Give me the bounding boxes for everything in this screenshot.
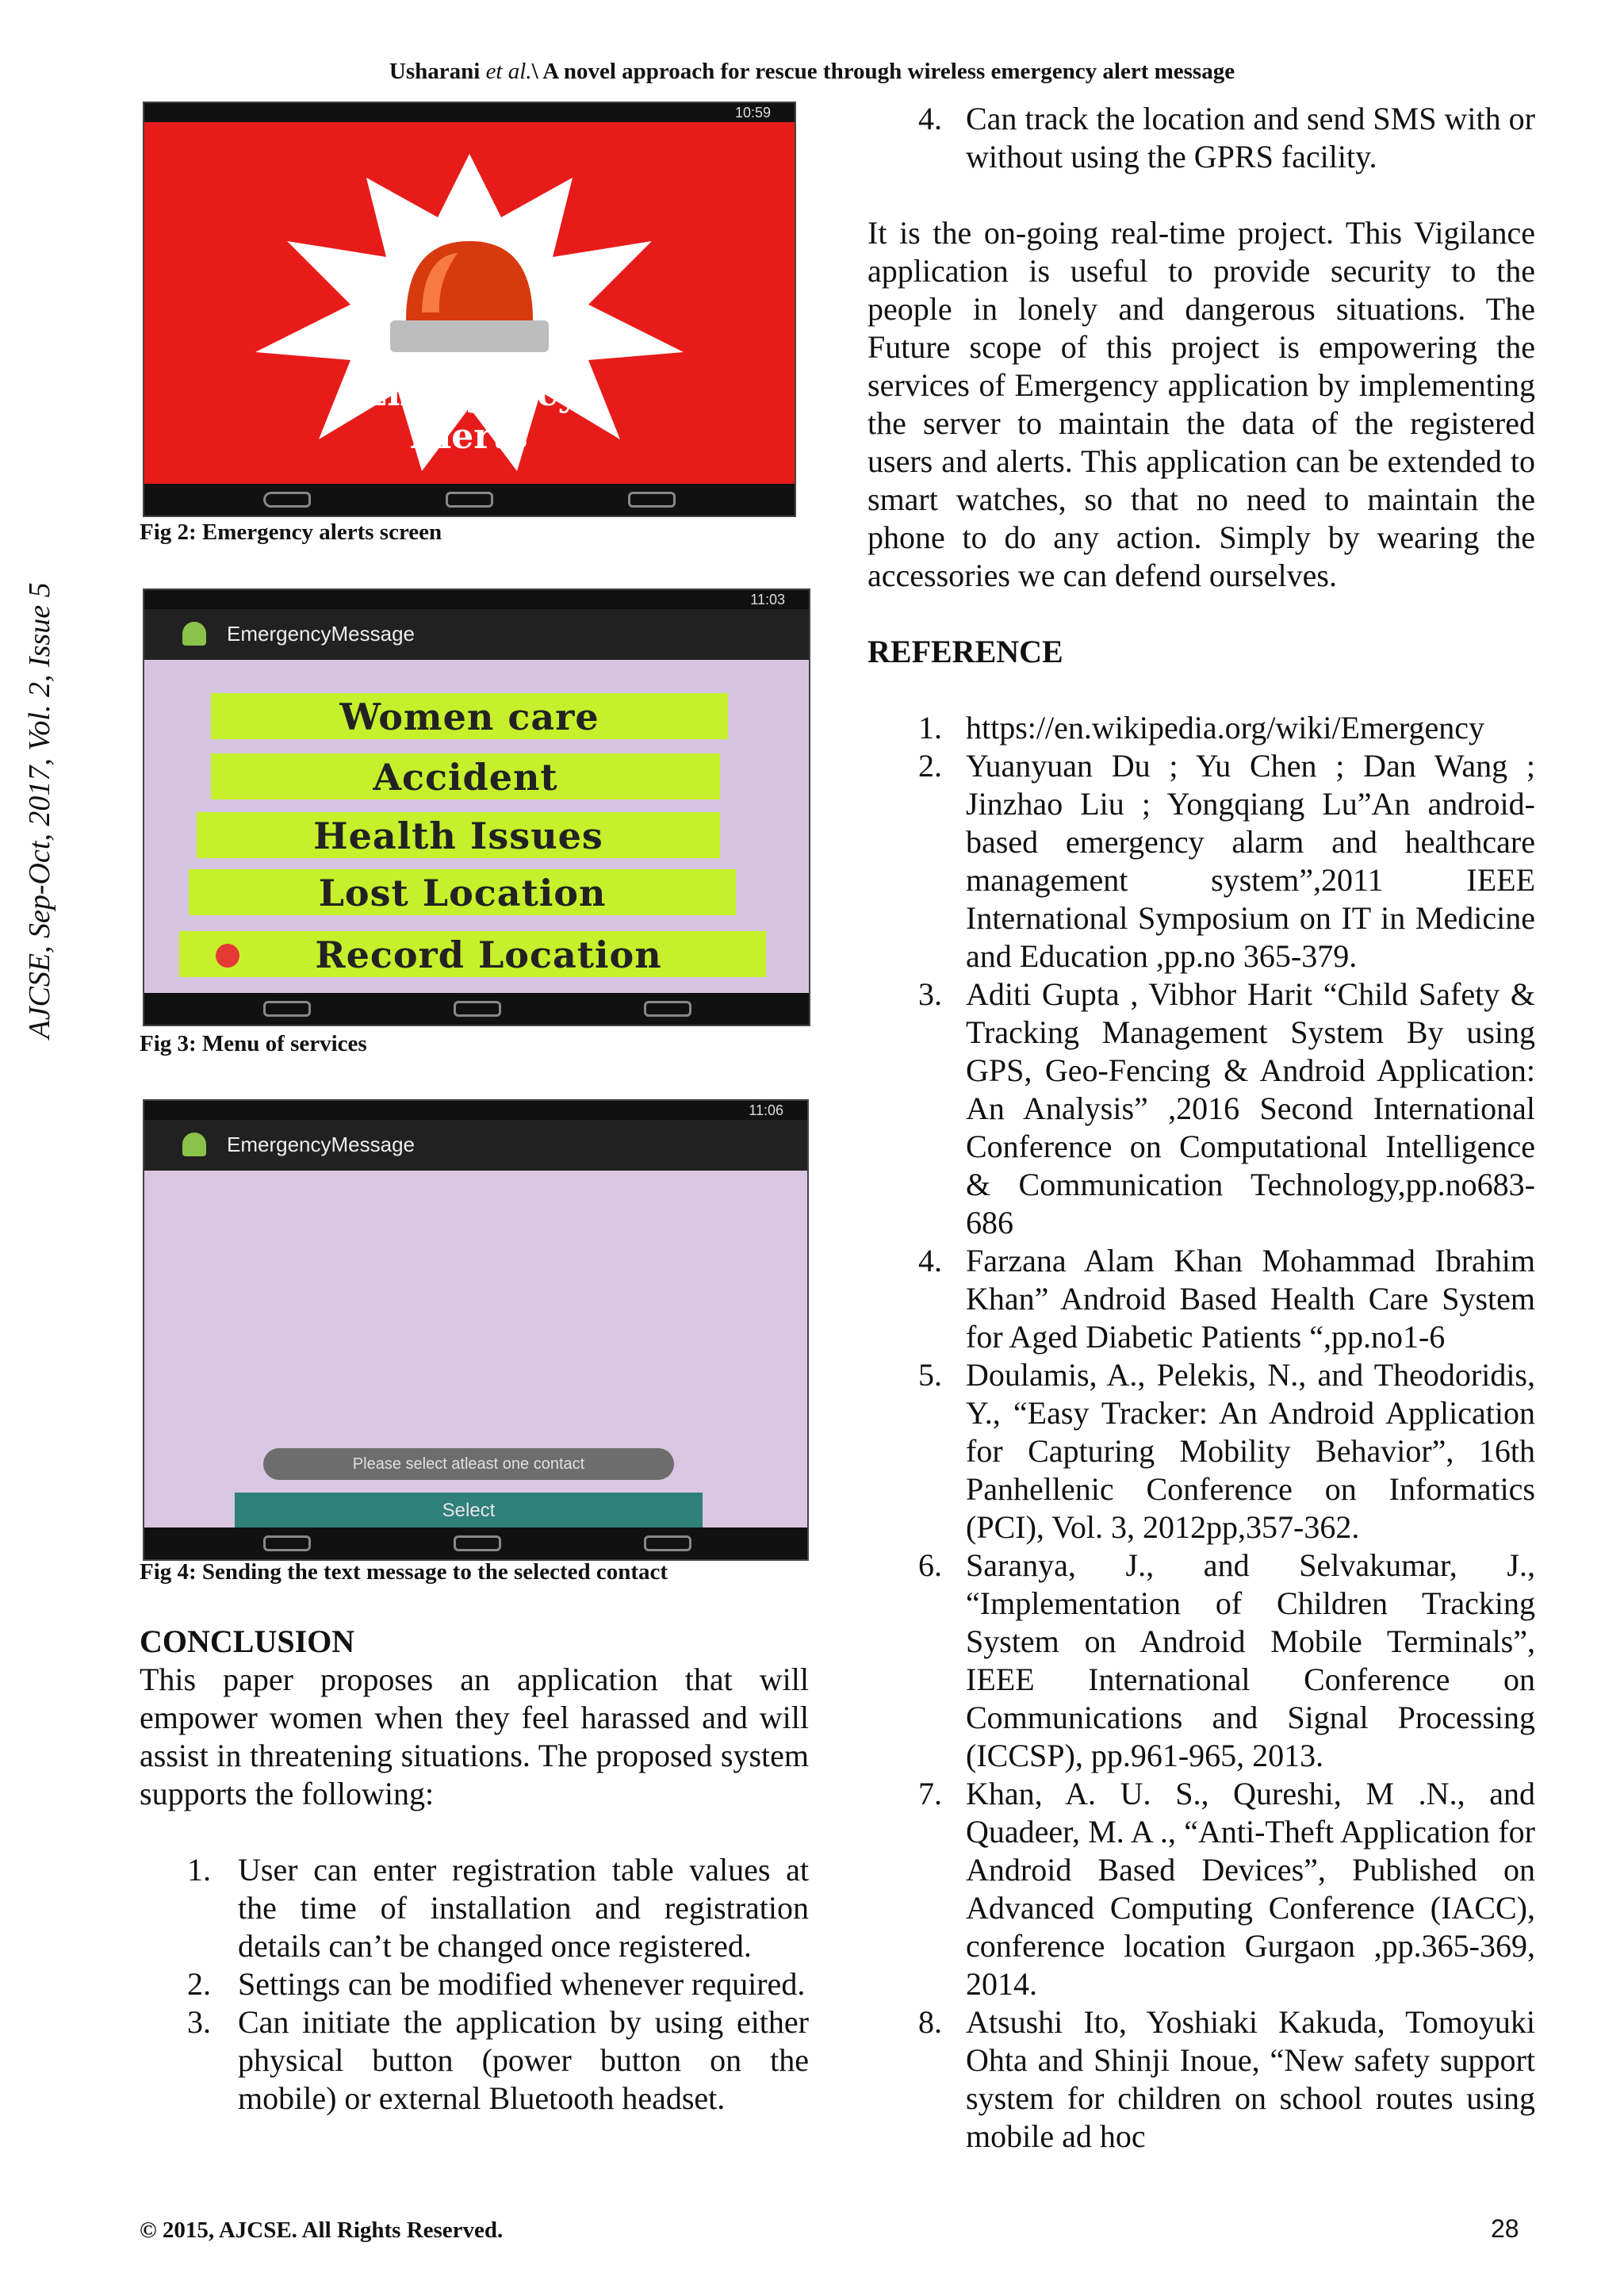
- fig2-screenshot: [143, 102, 796, 517]
- conclusion-section: [140, 1623, 809, 2118]
- reference-item: 6. Saranya, J., and Selvakumar, J., “Implementation of Children Tracking System on Android Mobile Terminals”, IEEE International Conference on Communications and Signal Processing (ICCSP), pp.961-965, 2013.: [918, 1547, 1535, 1773]
- conclusion-list-continued: [868, 100, 1535, 176]
- status-bar: [144, 103, 795, 122]
- reference-item: 7. Khan, A. U. S., Qureshi, M .N., and Quadeer, M. A ., “Anti-Theft Application for Android Based Devices”, Published on Advanced Computing Conference (IACC), conference location Gurgaon ,pp.365-369, 2014.: [918, 1776, 1535, 2002]
- record-dot-icon: [216, 944, 239, 968]
- status-bar: [144, 590, 809, 609]
- nav-bar: [144, 993, 809, 1025]
- list-item: 1. User can enter registration table values at the time of installation and registration details can’t be changed once registered.: [187, 1852, 809, 1964]
- app-bar: [144, 1120, 807, 1171]
- back-icon: [263, 492, 311, 508]
- status-time: 11:06: [749, 1102, 783, 1118]
- toast-message: Please select atleast one contact: [263, 1448, 674, 1480]
- back-icon: [263, 1535, 311, 1551]
- status-bar: [144, 1101, 807, 1120]
- fig3-caption: Fig 3: Menu of services: [140, 1031, 367, 1056]
- menu-women-care[interactable]: Women care: [211, 693, 728, 739]
- conclusion-heading: CONCLUSION: [140, 1623, 355, 1659]
- menu-health-issues[interactable]: Health Issues: [197, 812, 720, 858]
- app-bar: [144, 609, 809, 660]
- reference-item: 1. https://en.wikipedia.org/wiki/Emergency: [918, 710, 1484, 746]
- conclusion-paragraph-2: It is the on-going real-time project. This Vigilance application is useful to provide security to the people in lonely and dangerous situations. The Future scope of this project is empowering the services of Emergency application by implementing the server to maintain the data of the registered users and alerts. This application can be extended to smart watches, so that no need to maintain the phone to do any action. Simply by wearing the accessories we can defend ourselves.: [868, 215, 1535, 593]
- fig3-screenshot: [143, 588, 810, 1026]
- list-item: 3. Can initiate the application by using either physical button (power button on the mobile) or external Bluetooth headset.: [187, 2004, 809, 2116]
- fig2-caption: Fig 2: Emergency alerts screen: [140, 519, 442, 545]
- conclusion-list: [140, 1851, 809, 2118]
- status-time: 10:59: [734, 105, 771, 121]
- back-icon: [263, 1001, 311, 1017]
- nav-bar: [144, 1527, 807, 1559]
- fig4-caption: Fig 4: Sending the text message to the selected contact: [140, 1559, 668, 1585]
- app-title: EmergencyMessage: [227, 622, 415, 646]
- recents-icon: [628, 492, 676, 508]
- header-title: \ A novel approach for rescue through wireless emergency alert message: [531, 59, 1235, 84]
- recents-icon: [644, 1001, 691, 1017]
- home-icon: [454, 1535, 501, 1551]
- android-icon: [182, 622, 206, 646]
- app-label: [144, 373, 795, 458]
- fig4-screenshot: [143, 1099, 809, 1561]
- menu-record-location-label: Record Location: [315, 933, 662, 976]
- app-label-line2: Alerts: [411, 416, 528, 457]
- reference-item: 8. Atsushi Ito, Yoshiaki Kakuda, Tomoyuki Ohta and Shinji Inoue, “New safety support system for children on school routes using mobile ad hoc: [918, 2004, 1535, 2154]
- app-label-line1: Emergency: [360, 374, 579, 414]
- reference-item: 5. Doulamis, A., Pelekis, N., and Theodoridis, Y., “Easy Tracker: An Android Application for Capturing Mobility Behavior”, 16th Panhellenic Conference on Informatics (PCI), Vol. 3, 2012pp,357-362.: [918, 1357, 1535, 1545]
- list-item: 4. Can track the location and send SMS with or without using the GPRS facility.: [918, 101, 1535, 174]
- menu-record-location[interactable]: [179, 931, 766, 977]
- status-time: 11:03: [750, 592, 785, 608]
- right-column: [868, 100, 1535, 2156]
- home-icon: [446, 492, 493, 508]
- nav-bar: [144, 484, 795, 516]
- reference-item: 3. Aditi Gupta , Vibhor Harit “Child Safety & Tracking Management System By using GPS, Geo-Fencing & Android Application: An Analysis” ,2016 Second International Conference on Computational Intelligence & Communication Technology,pp.no683-686: [918, 976, 1535, 1240]
- select-button[interactable]: Select: [235, 1493, 703, 1529]
- menu-accident[interactable]: Accident: [211, 753, 720, 799]
- android-icon: [182, 1133, 206, 1156]
- home-icon: [454, 1001, 501, 1017]
- running-header: [0, 59, 1624, 85]
- footer-copyright: © 2015, AJCSE. All Rights Reserved.: [140, 2217, 504, 2243]
- page-number: 28: [1491, 2214, 1519, 2243]
- header-etal: et al.: [485, 59, 532, 84]
- app-title: EmergencyMessage: [227, 1133, 415, 1156]
- menu-lost-location[interactable]: Lost Location: [189, 869, 736, 915]
- header-author: Usharani: [389, 59, 481, 84]
- side-journal-info: AJCSE, Sep-Oct, 2017, Vol. 2, Issue 5: [23, 582, 56, 1039]
- reference-item: 2. Yuanyuan Du ; Yu Chen ; Dan Wang ; Jinzhao Liu ; Yongqiang Lu”An android-based emergency alarm and healthcare management system”,2011 IEEE International Symposium on IT in Medicine and Education ,pp.no 365-379.: [918, 748, 1535, 974]
- reference-heading: REFERENCE: [868, 634, 1063, 669]
- list-item: 2. Settings can be modified whenever required.: [187, 1966, 806, 2002]
- recents-icon: [644, 1535, 691, 1551]
- reference-item: 4. Farzana Alam Khan Mohammad Ibrahim Khan” Android Based Health Care System for Aged Diabetic Patients “,pp.no1-6: [918, 1243, 1535, 1355]
- conclusion-paragraph: This paper proposes an application that will empower women when they feel harassed and will assist in threatening situations. The proposed system supports the following:: [140, 1662, 809, 1811]
- reference-list: [868, 709, 1535, 2156]
